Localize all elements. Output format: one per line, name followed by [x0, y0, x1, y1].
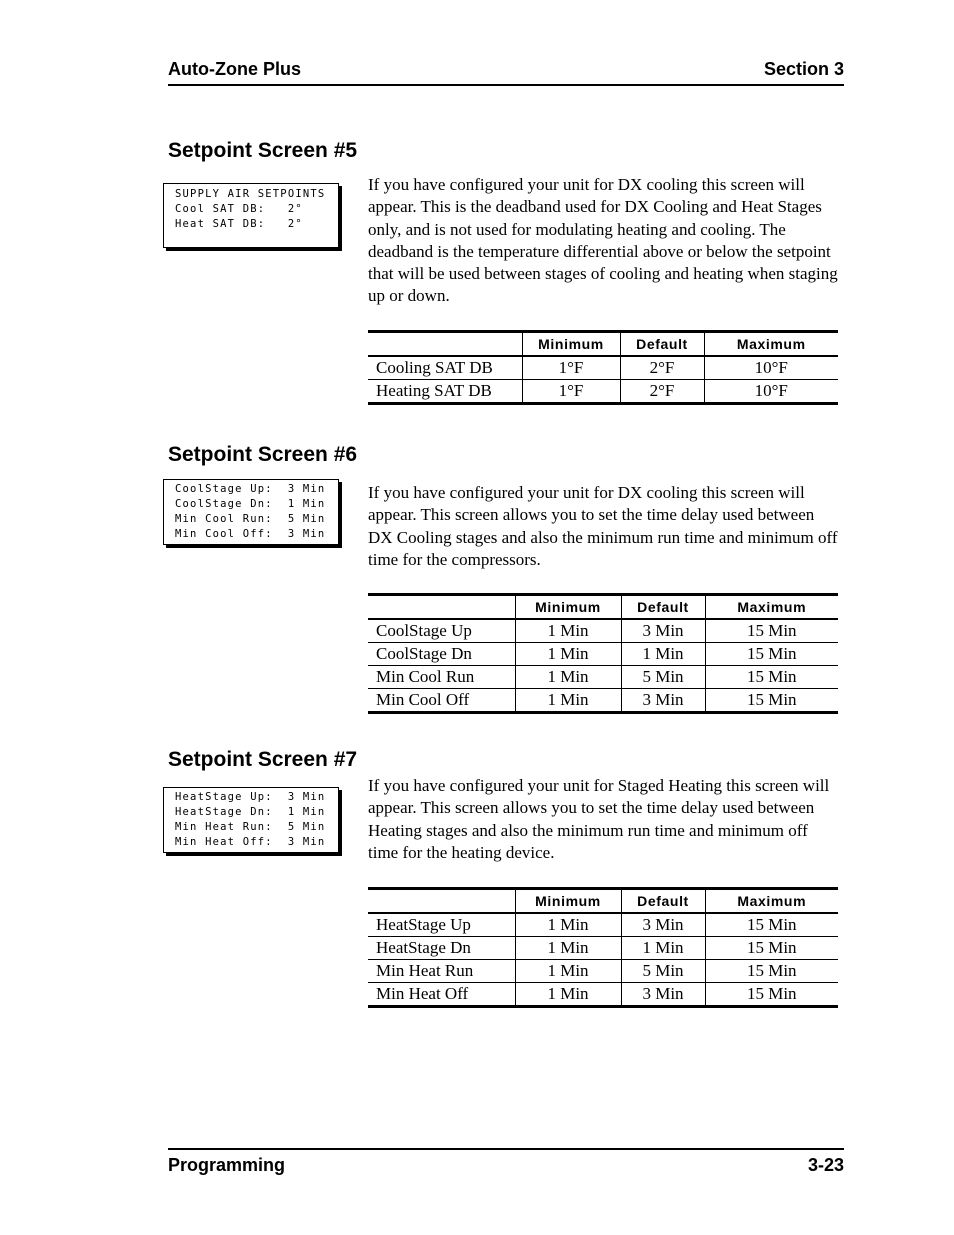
table-header-row	[368, 332, 838, 357]
minimum-cell: 1°F	[522, 380, 620, 404]
maximum-cell: 15 Min	[705, 619, 838, 643]
lcd-line: SUPPLY AIR SETPOINTS	[175, 188, 326, 200]
column-header: Maximum	[705, 889, 838, 914]
column-header: Minimum	[515, 595, 621, 620]
column-header: Maximum	[704, 332, 838, 357]
table-row	[368, 983, 838, 1007]
lcd-line: CoolStage Up: 3 Min	[175, 483, 326, 495]
table-header-row	[368, 595, 838, 620]
default-cell: 1 Min	[621, 937, 705, 960]
section-title-7: Setpoint Screen #7	[168, 748, 358, 771]
lcd-display-5	[163, 183, 339, 248]
footer-rule	[168, 1148, 844, 1150]
minimum-cell: 1 Min	[515, 689, 621, 713]
page-header	[168, 59, 844, 85]
minimum-cell: 1 Min	[515, 619, 621, 643]
range-table-5	[368, 330, 838, 405]
row-label: Cooling SAT DB	[368, 356, 522, 380]
lcd-display-6	[163, 479, 339, 545]
page-number: 3-23	[807, 1155, 844, 1175]
description-6: If you have configured your unit for DX cooling this screen will appear. This screen allows you to set the time delay used between DX Cooling stages and also the minimum run time and minimum off time for the compressors.	[368, 483, 838, 569]
lcd-line: HeatStage Up: 3 Min	[175, 791, 326, 803]
default-cell: 3 Min	[621, 689, 705, 713]
lcd-display-7	[163, 787, 339, 853]
table-row	[368, 960, 838, 983]
column-header: Maximum	[705, 595, 838, 620]
lcd-line: Min Heat Run: 5 Min	[175, 821, 326, 833]
lcd-line: CoolStage Dn: 1 Min	[175, 498, 326, 510]
table-row	[368, 913, 838, 937]
table-row	[368, 619, 838, 643]
column-header	[368, 889, 515, 914]
column-header: Minimum	[515, 889, 621, 914]
maximum-cell: 15 Min	[705, 689, 838, 713]
maximum-cell: 15 Min	[705, 960, 838, 983]
minimum-cell: 1 Min	[515, 666, 621, 689]
table-row	[368, 689, 838, 713]
default-cell: 3 Min	[621, 983, 705, 1007]
row-label: Min Heat Off	[368, 983, 515, 1007]
minimum-cell: 1 Min	[515, 913, 621, 937]
lcd-line: Min Cool Run: 5 Min	[175, 513, 326, 525]
minimum-cell: 1 Min	[515, 937, 621, 960]
row-label: CoolStage Up	[368, 619, 515, 643]
row-label: Min Cool Off	[368, 689, 515, 713]
column-header: Default	[621, 889, 705, 914]
section-label: Section 3	[763, 59, 844, 79]
column-header: Default	[621, 595, 705, 620]
section-title-5: Setpoint Screen #5	[168, 139, 358, 162]
minimum-cell: 1 Min	[515, 960, 621, 983]
default-cell: 5 Min	[621, 666, 705, 689]
table-row	[368, 937, 838, 960]
maximum-cell: 15 Min	[705, 913, 838, 937]
lcd-line: HeatStage Dn: 1 Min	[175, 806, 326, 818]
manual-title: Auto-Zone Plus	[168, 59, 301, 79]
minimum-cell: 1 Min	[515, 983, 621, 1007]
default-cell: 2°F	[620, 356, 704, 380]
range-table-6	[368, 593, 838, 714]
header-rule	[168, 84, 844, 86]
maximum-cell: 10°F	[704, 380, 838, 404]
description-5: If you have configured your unit for DX cooling this screen will appear. This is the deadband used for DX Cooling and Heat Stages only, and is not used for modulating heating and cooling. The deadband is the temperature differential above or below the setpoint that will be used between stages of cooling and heating when staging up or down.	[368, 175, 838, 306]
default-cell: 3 Min	[621, 619, 705, 643]
column-header	[368, 595, 515, 620]
range-table-7	[368, 887, 838, 1008]
row-label: Min Heat Run	[368, 960, 515, 983]
chapter-label: Programming	[168, 1155, 286, 1175]
lcd-line: Heat SAT DB: 2°	[175, 218, 303, 230]
column-header: Minimum	[522, 332, 620, 357]
lcd-line: Min Cool Off: 3 Min	[175, 528, 326, 540]
lcd-line: Cool SAT DB: 2°	[175, 203, 303, 215]
maximum-cell: 10°F	[704, 356, 838, 380]
maximum-cell: 15 Min	[705, 666, 838, 689]
page-footer	[168, 1155, 844, 1181]
table-row	[368, 380, 838, 404]
row-label: Min Cool Run	[368, 666, 515, 689]
table-row	[368, 643, 838, 666]
minimum-cell: 1°F	[522, 356, 620, 380]
maximum-cell: 15 Min	[705, 983, 838, 1007]
column-header	[368, 332, 522, 357]
default-cell: 3 Min	[621, 913, 705, 937]
maximum-cell: 15 Min	[705, 643, 838, 666]
row-label: Heating SAT DB	[368, 380, 522, 404]
row-label: CoolStage Dn	[368, 643, 515, 666]
lcd-line: Min Heat Off: 3 Min	[175, 836, 326, 848]
default-cell: 2°F	[620, 380, 704, 404]
maximum-cell: 15 Min	[705, 937, 838, 960]
default-cell: 5 Min	[621, 960, 705, 983]
row-label: HeatStage Dn	[368, 937, 515, 960]
column-header: Default	[620, 332, 704, 357]
table-header-row	[368, 889, 838, 914]
minimum-cell: 1 Min	[515, 643, 621, 666]
description-7: If you have configured your unit for Staged Heating this screen will appear. This screen allows you to set the time delay used between Heating stages and also the minimum run time and minimum off time for the heating device.	[368, 776, 830, 862]
table-row	[368, 356, 838, 380]
table-row	[368, 666, 838, 689]
default-cell: 1 Min	[621, 643, 705, 666]
row-label: HeatStage Up	[368, 913, 515, 937]
section-title-6: Setpoint Screen #6	[168, 443, 358, 466]
